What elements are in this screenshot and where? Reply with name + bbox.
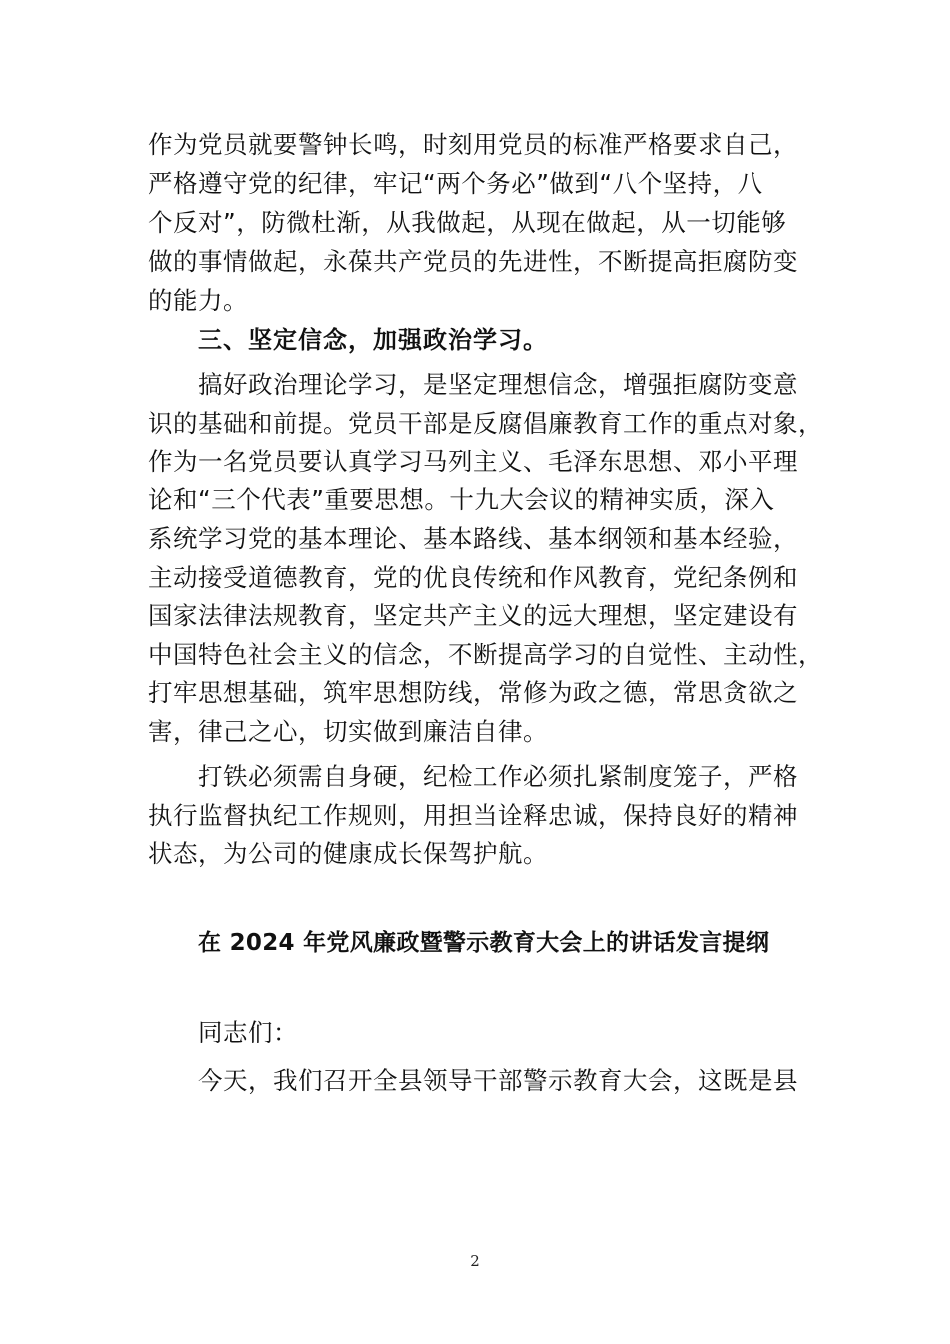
text-line: 打铁必须需自身硬，纪检工作必须扎紧制度笼子，严格 <box>148 762 798 791</box>
text-line: 的能力。 <box>148 286 248 315</box>
section-heading: 三、坚定信念，加强政治学习。 <box>198 326 548 354</box>
text-line: 害，律己之心，切实做到廉洁自律。 <box>148 717 548 746</box>
page-number: 2 <box>470 1252 480 1270</box>
text-line: 中国特色社会主义的信念，不断提高学习的自觉性、主动性， <box>148 640 823 669</box>
text-line: 主动接受道德教育，党的优良传统和作风教育，党纪条例和 <box>148 563 798 592</box>
text-line: 打牢思想基础，筑牢思想防线，常修为政之德，常思贪欲之 <box>148 678 798 707</box>
text-line: 作为一名党员要认真学习马列主义、毛泽东思想、邓小平理 <box>148 447 798 476</box>
text-line: 做的事情做起，永葆共产党员的先进性，不断提高拒腐防变 <box>148 247 798 276</box>
text-line: 国家法律法规教育，坚定共产主义的远大理想，坚定建设有 <box>148 601 798 630</box>
speech-title: 在 2024 年党风廉政暨警示教育大会上的讲话发言提纲 <box>198 930 770 956</box>
text-line: 搞好政治理论学习，是坚定理想信念，增强拒腐防变意 <box>148 370 798 399</box>
text-line: 个反对”，防微杜渐，从我做起，从现在做起，从一切能够 <box>148 208 787 237</box>
text-line: 状态，为公司的健康成长保驾护航。 <box>148 839 548 868</box>
text-line: 执行监督执纪工作规则，用担当诠释忠诚，保持良好的精神 <box>148 801 798 830</box>
text-line: 识的基础和前提。党员干部是反腐倡廉教育工作的重点对象， <box>148 409 823 438</box>
salutation: 同志们： <box>148 1018 298 1047</box>
text-line: 今天，我们召开全县领导干部警示教育大会，这既是县 <box>148 1066 798 1095</box>
text-line: 严格遵守党的纪律，牢记“两个务必”做到“八个坚持，八 <box>148 169 763 198</box>
text-line: 作为党员就要警钟长鸣，时刻用党员的标准严格要求自己， <box>148 130 798 159</box>
text-line: 论和“三个代表”重要思想。十九大会议的精神实质，深入 <box>148 485 775 514</box>
text-line: 系统学习党的基本理论、基本路线、基本纲领和基本经验， <box>148 524 798 553</box>
